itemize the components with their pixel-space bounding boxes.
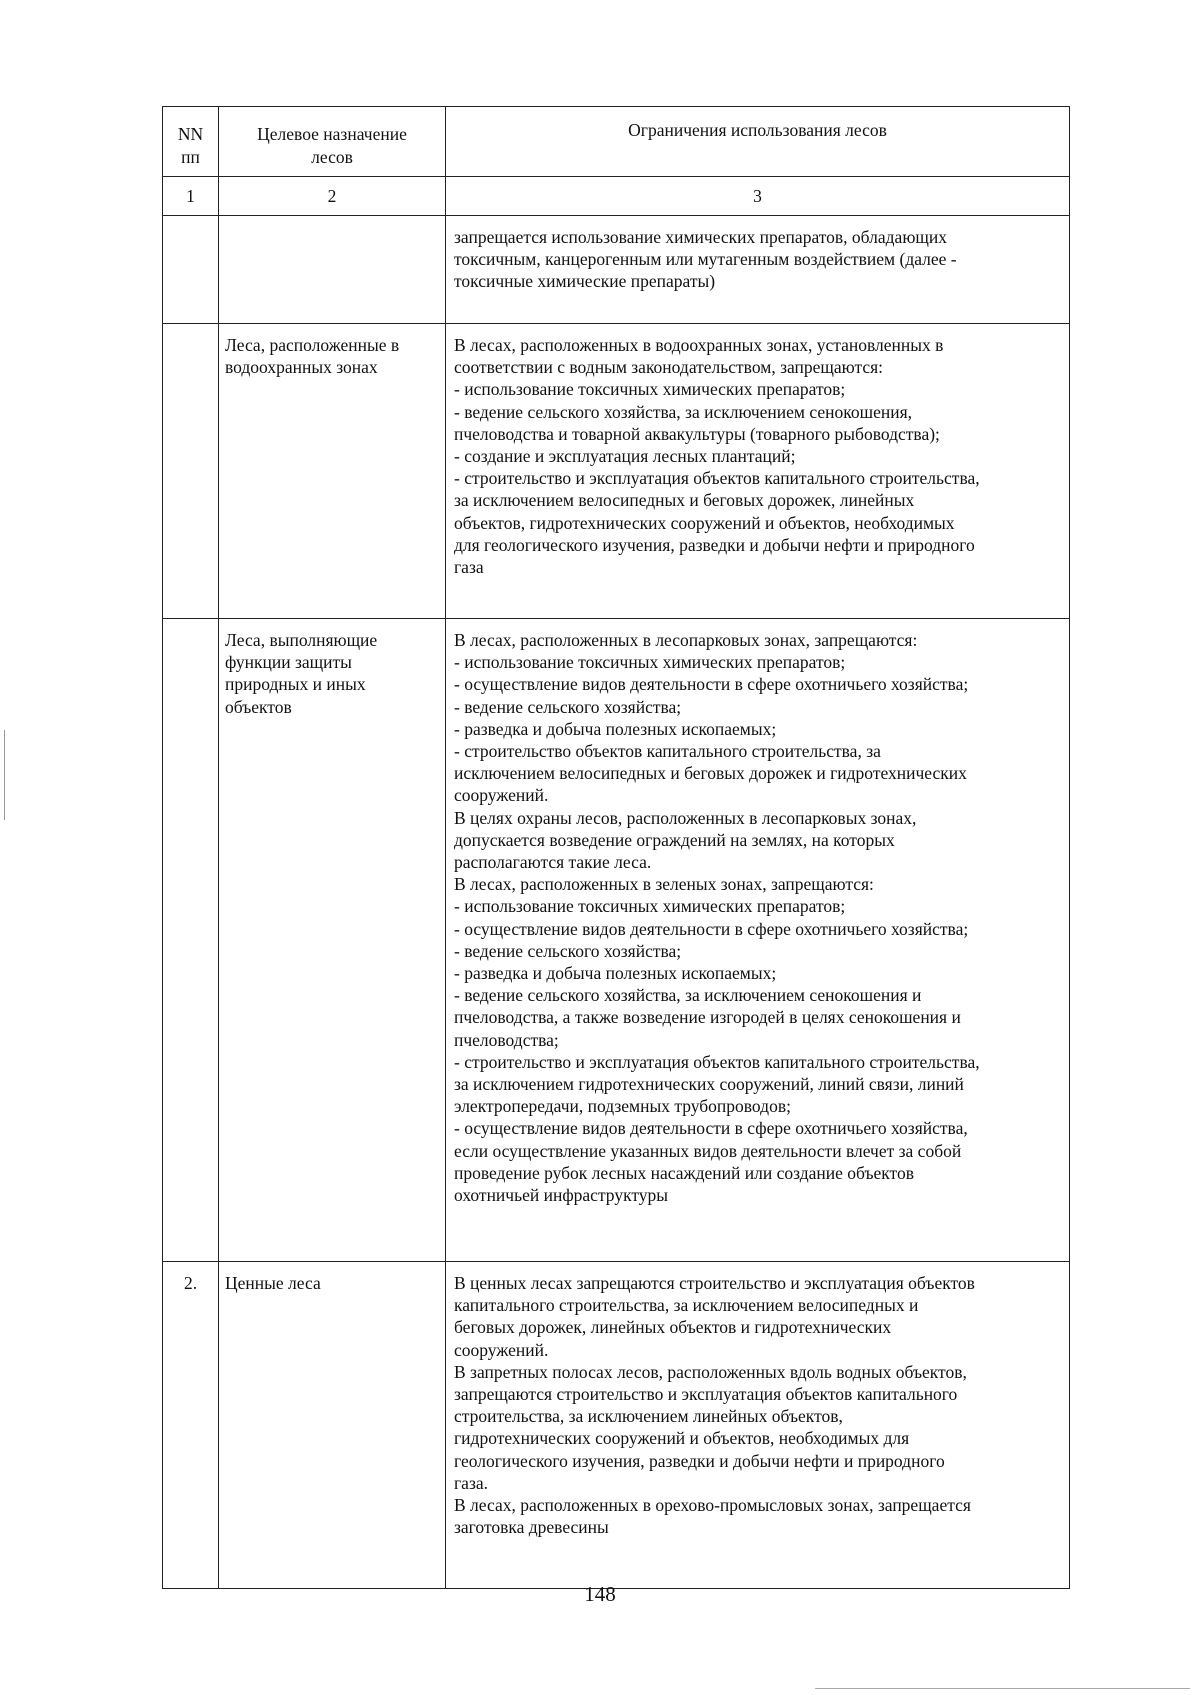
- text-line: - создание и эксплуатация лесных плантаций;: [454, 446, 796, 467]
- text-line: Леса, расположенные в: [225, 335, 400, 355]
- text-line: лесов: [311, 146, 353, 167]
- text-line: Леса, выполняющие: [225, 630, 378, 650]
- text-line: Ценные леса: [225, 1273, 321, 1293]
- text-line: В целях охраны лесов, расположенных в лесопарковых зонах,: [454, 807, 917, 828]
- header-purpose: [219, 107, 446, 177]
- text-line: запрещается использование химических препаратов, обладающих: [454, 227, 947, 247]
- text-line: располагаются такие леса.: [454, 852, 652, 873]
- text-line: - использование токсичных химических препаратов;: [454, 896, 846, 917]
- table-row: [163, 324, 1070, 619]
- text-line: электропередачи, подземных трубопроводов;: [454, 1096, 791, 1117]
- text-line: запрещаются строительство и эксплуатация объектов капитального: [454, 1384, 958, 1405]
- text-line: газа.: [454, 1472, 489, 1493]
- text-line: за исключением велосипедных и беговых дорожек, линейных: [454, 490, 915, 511]
- row-purpose: [219, 324, 446, 619]
- text-line: В лесах, расположенных в зеленых зонах, запрещаются:: [454, 874, 874, 895]
- text-line: функции защиты: [225, 652, 352, 673]
- text-line: NN: [177, 124, 204, 145]
- text-line: В лесах, расположенных в лесопарковых зонах, запрещаются:: [454, 630, 918, 650]
- text-line: строительства, за исключением линейных объектов,: [454, 1406, 843, 1427]
- text-line: Ограничения использования лесов: [628, 120, 887, 141]
- row-number: 2.: [163, 1262, 219, 1589]
- table-header-row: [163, 107, 1070, 177]
- text-line: за исключением гидротехнических сооружений, линий связи, линий: [454, 1074, 964, 1095]
- text-line: если осуществление указанных видов деятельности влечет за собой: [454, 1140, 962, 1161]
- text-line: охотничьей инфраструктуры: [454, 1185, 669, 1206]
- text-line: - ведение сельского хозяйства;: [454, 696, 682, 717]
- text-line: - строительство объектов капитального строительства, за: [454, 741, 881, 762]
- text-line: водоохранных зонах: [225, 357, 378, 378]
- table-row: [163, 1262, 1070, 1589]
- text-line: - осуществление видов деятельности в сфере охотничьего хозяйства;: [454, 674, 969, 695]
- row-restrictions: [446, 619, 1070, 1262]
- text-line: токсичные химические препараты): [454, 271, 716, 292]
- text-line: газа: [454, 557, 484, 578]
- text-line: соответствии с водным законодательством, запрещаются:: [454, 357, 884, 378]
- text-line: В лесах, расположенных в водоохранных зонах, установленных в: [454, 335, 944, 355]
- row-purpose: [219, 216, 446, 324]
- row-purpose: [219, 619, 446, 1262]
- table-row: [163, 216, 1070, 324]
- text-line: пп: [181, 146, 200, 167]
- text-line: - разведка и добыча полезных ископаемых;: [454, 718, 777, 739]
- text-line: пчеловодства и товарной аквакультуры (товарного рыбоводства);: [454, 423, 940, 444]
- page-number: 148: [584, 1582, 616, 1606]
- row-number: [163, 324, 219, 619]
- text-line: допускается возведение ограждений на землях, на которых: [454, 829, 895, 850]
- text-line: объектов, гидротехнических сооружений и объектов, необходимых: [454, 512, 955, 533]
- text-line: заготовка древесины: [454, 1517, 609, 1538]
- text-line: - использование токсичных химических препаратов;: [454, 652, 846, 673]
- row-number: [163, 216, 219, 324]
- text-line: исключением велосипедных и беговых дорожек и гидротехнических: [454, 763, 967, 784]
- text-line: В запретных полосах лесов, расположенных вдоль водных объектов,: [454, 1361, 967, 1382]
- row-number: [163, 619, 219, 1262]
- text-line: геологического изучения, разведки и добычи нефти и природного: [454, 1450, 945, 1471]
- column-number-3: 3: [446, 177, 1070, 216]
- text-line: - ведение сельского хозяйства, за исключением сенокошения и: [454, 985, 922, 1006]
- text-line: - строительство и эксплуатация объектов капитального строительства,: [454, 468, 980, 489]
- row-restrictions: [446, 216, 1070, 324]
- text-line: пчеловодства, а также возведение изгородей в целях сенокошения и: [454, 1007, 961, 1028]
- text-line: - ведение сельского хозяйства;: [454, 940, 682, 961]
- row-purpose: [219, 1262, 446, 1589]
- text-line: токсичным, канцерогенным или мутагенным воздействием (далее -: [454, 249, 957, 270]
- text-line: - разведка и добыча полезных ископаемых;: [454, 963, 777, 984]
- scan-artifact-line: [815, 1688, 1190, 1689]
- column-number-1: 1: [163, 177, 219, 216]
- header-number: [163, 107, 219, 177]
- text-line: В лесах, расположенных в орехово-промысловых зонах, запрещается: [454, 1495, 971, 1516]
- scan-artifact-line: [4, 730, 5, 820]
- text-line: для геологического изучения, разведки и добычи нефти и природного: [454, 534, 975, 555]
- text-line: В ценных лесах запрещаются строительство и эксплуатация объектов: [454, 1273, 975, 1293]
- text-line: проведение рубок лесных насаждений или создание объектов: [454, 1162, 914, 1183]
- text-line: беговых дорожек, линейных объектов и гидротехнических: [454, 1317, 892, 1338]
- forest-restrictions-table: [162, 106, 1070, 1589]
- text-line: капитального строительства, за исключением велосипедных и: [454, 1295, 919, 1316]
- row-restrictions: [446, 1262, 1070, 1589]
- text-line: - осуществление видов деятельности в сфере охотничьего хозяйства,: [454, 1118, 968, 1139]
- text-line: природных и иных: [225, 674, 366, 695]
- text-line: - осуществление видов деятельности в сфере охотничьего хозяйства;: [454, 918, 969, 939]
- text-line: сооружений.: [454, 785, 549, 806]
- text-line: гидротехнических сооружений и объектов, необходимых для: [454, 1428, 910, 1449]
- text-line: Целевое назначение: [257, 124, 407, 145]
- text-line: объектов: [225, 696, 292, 717]
- text-line: - использование токсичных химических препаратов;: [454, 379, 846, 400]
- column-number-2: 2: [219, 177, 446, 216]
- text-line: - строительство и эксплуатация объектов капитального строительства,: [454, 1051, 980, 1072]
- text-line: пчеловодства;: [454, 1029, 559, 1050]
- column-numbering-row: [163, 177, 1070, 216]
- table-row: [163, 619, 1070, 1262]
- row-restrictions: [446, 324, 1070, 619]
- text-line: - ведение сельского хозяйства, за исключением сенокошения,: [454, 401, 912, 422]
- header-restrictions: [446, 107, 1070, 177]
- text-line: сооружений.: [454, 1339, 549, 1360]
